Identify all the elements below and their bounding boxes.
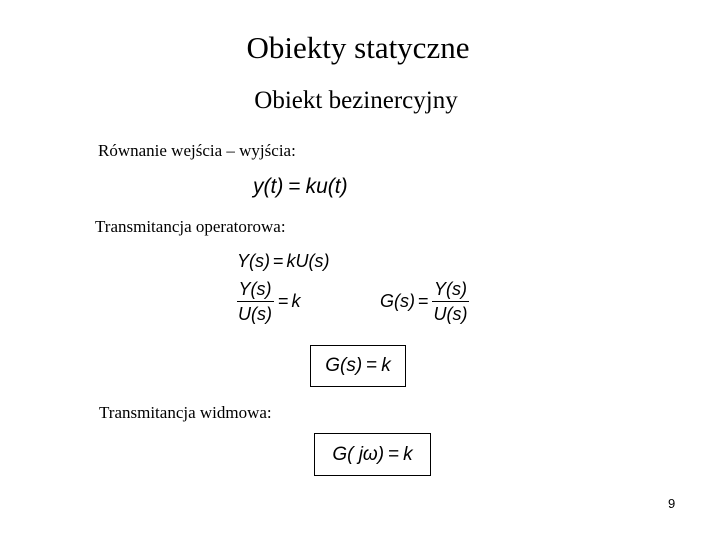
equation-io-lhs: y(t) bbox=[253, 175, 284, 198]
equation-box2-equals: = bbox=[388, 443, 400, 465]
equation-box2-rhs: k bbox=[403, 443, 413, 465]
page-number: 9 bbox=[668, 496, 676, 511]
equation-op2-equals: = bbox=[278, 291, 289, 311]
equation-input-output bbox=[253, 175, 348, 199]
equation-io-equals: = bbox=[288, 175, 301, 198]
equation-operator-3 bbox=[380, 278, 470, 325]
equation-op2-numerator: Y(s) bbox=[237, 278, 274, 302]
equation-operator-2 bbox=[236, 278, 301, 325]
equation-op1-lhs: Y(s) bbox=[237, 251, 270, 271]
equation-box1-lhs: G(s) bbox=[325, 355, 363, 376]
equation-op1-rhs: kU(s) bbox=[286, 251, 330, 271]
label-frequency-transfer-function: Transmitancja widmowa: bbox=[99, 403, 272, 422]
label-input-output-equation: Równanie wejścia – wyjścia: bbox=[98, 141, 296, 160]
equation-op3-lhs: G(s) bbox=[380, 291, 415, 311]
equation-box2-lhs: G( jω) bbox=[332, 443, 385, 465]
equation-op1-equals: = bbox=[273, 251, 284, 271]
equation-operator-1 bbox=[237, 251, 330, 272]
boxed-equation-frequency-response bbox=[314, 433, 431, 476]
equation-op3-denominator: U(s) bbox=[433, 304, 468, 324]
slide-title: Obiekty statyczne bbox=[246, 30, 470, 65]
equation-op2-denominator: U(s) bbox=[238, 304, 272, 324]
label-operator-transfer-function: Transmitancja operatorowa: bbox=[95, 217, 286, 236]
equation-op2-rhs: k bbox=[291, 291, 301, 311]
equation-op3-numerator: Y(s) bbox=[432, 278, 469, 302]
boxed-equation-transfer-function bbox=[310, 345, 406, 387]
equation-op3-equals: = bbox=[418, 291, 429, 311]
equation-op3-fraction bbox=[432, 278, 470, 325]
slide-subtitle: Obiekt bezinercyjny bbox=[254, 87, 458, 114]
equation-box1-equals: = bbox=[366, 355, 378, 376]
equation-op2-fraction bbox=[236, 278, 274, 325]
equation-io-rhs: ku(t) bbox=[305, 175, 348, 198]
equation-box1-rhs: k bbox=[381, 355, 391, 376]
